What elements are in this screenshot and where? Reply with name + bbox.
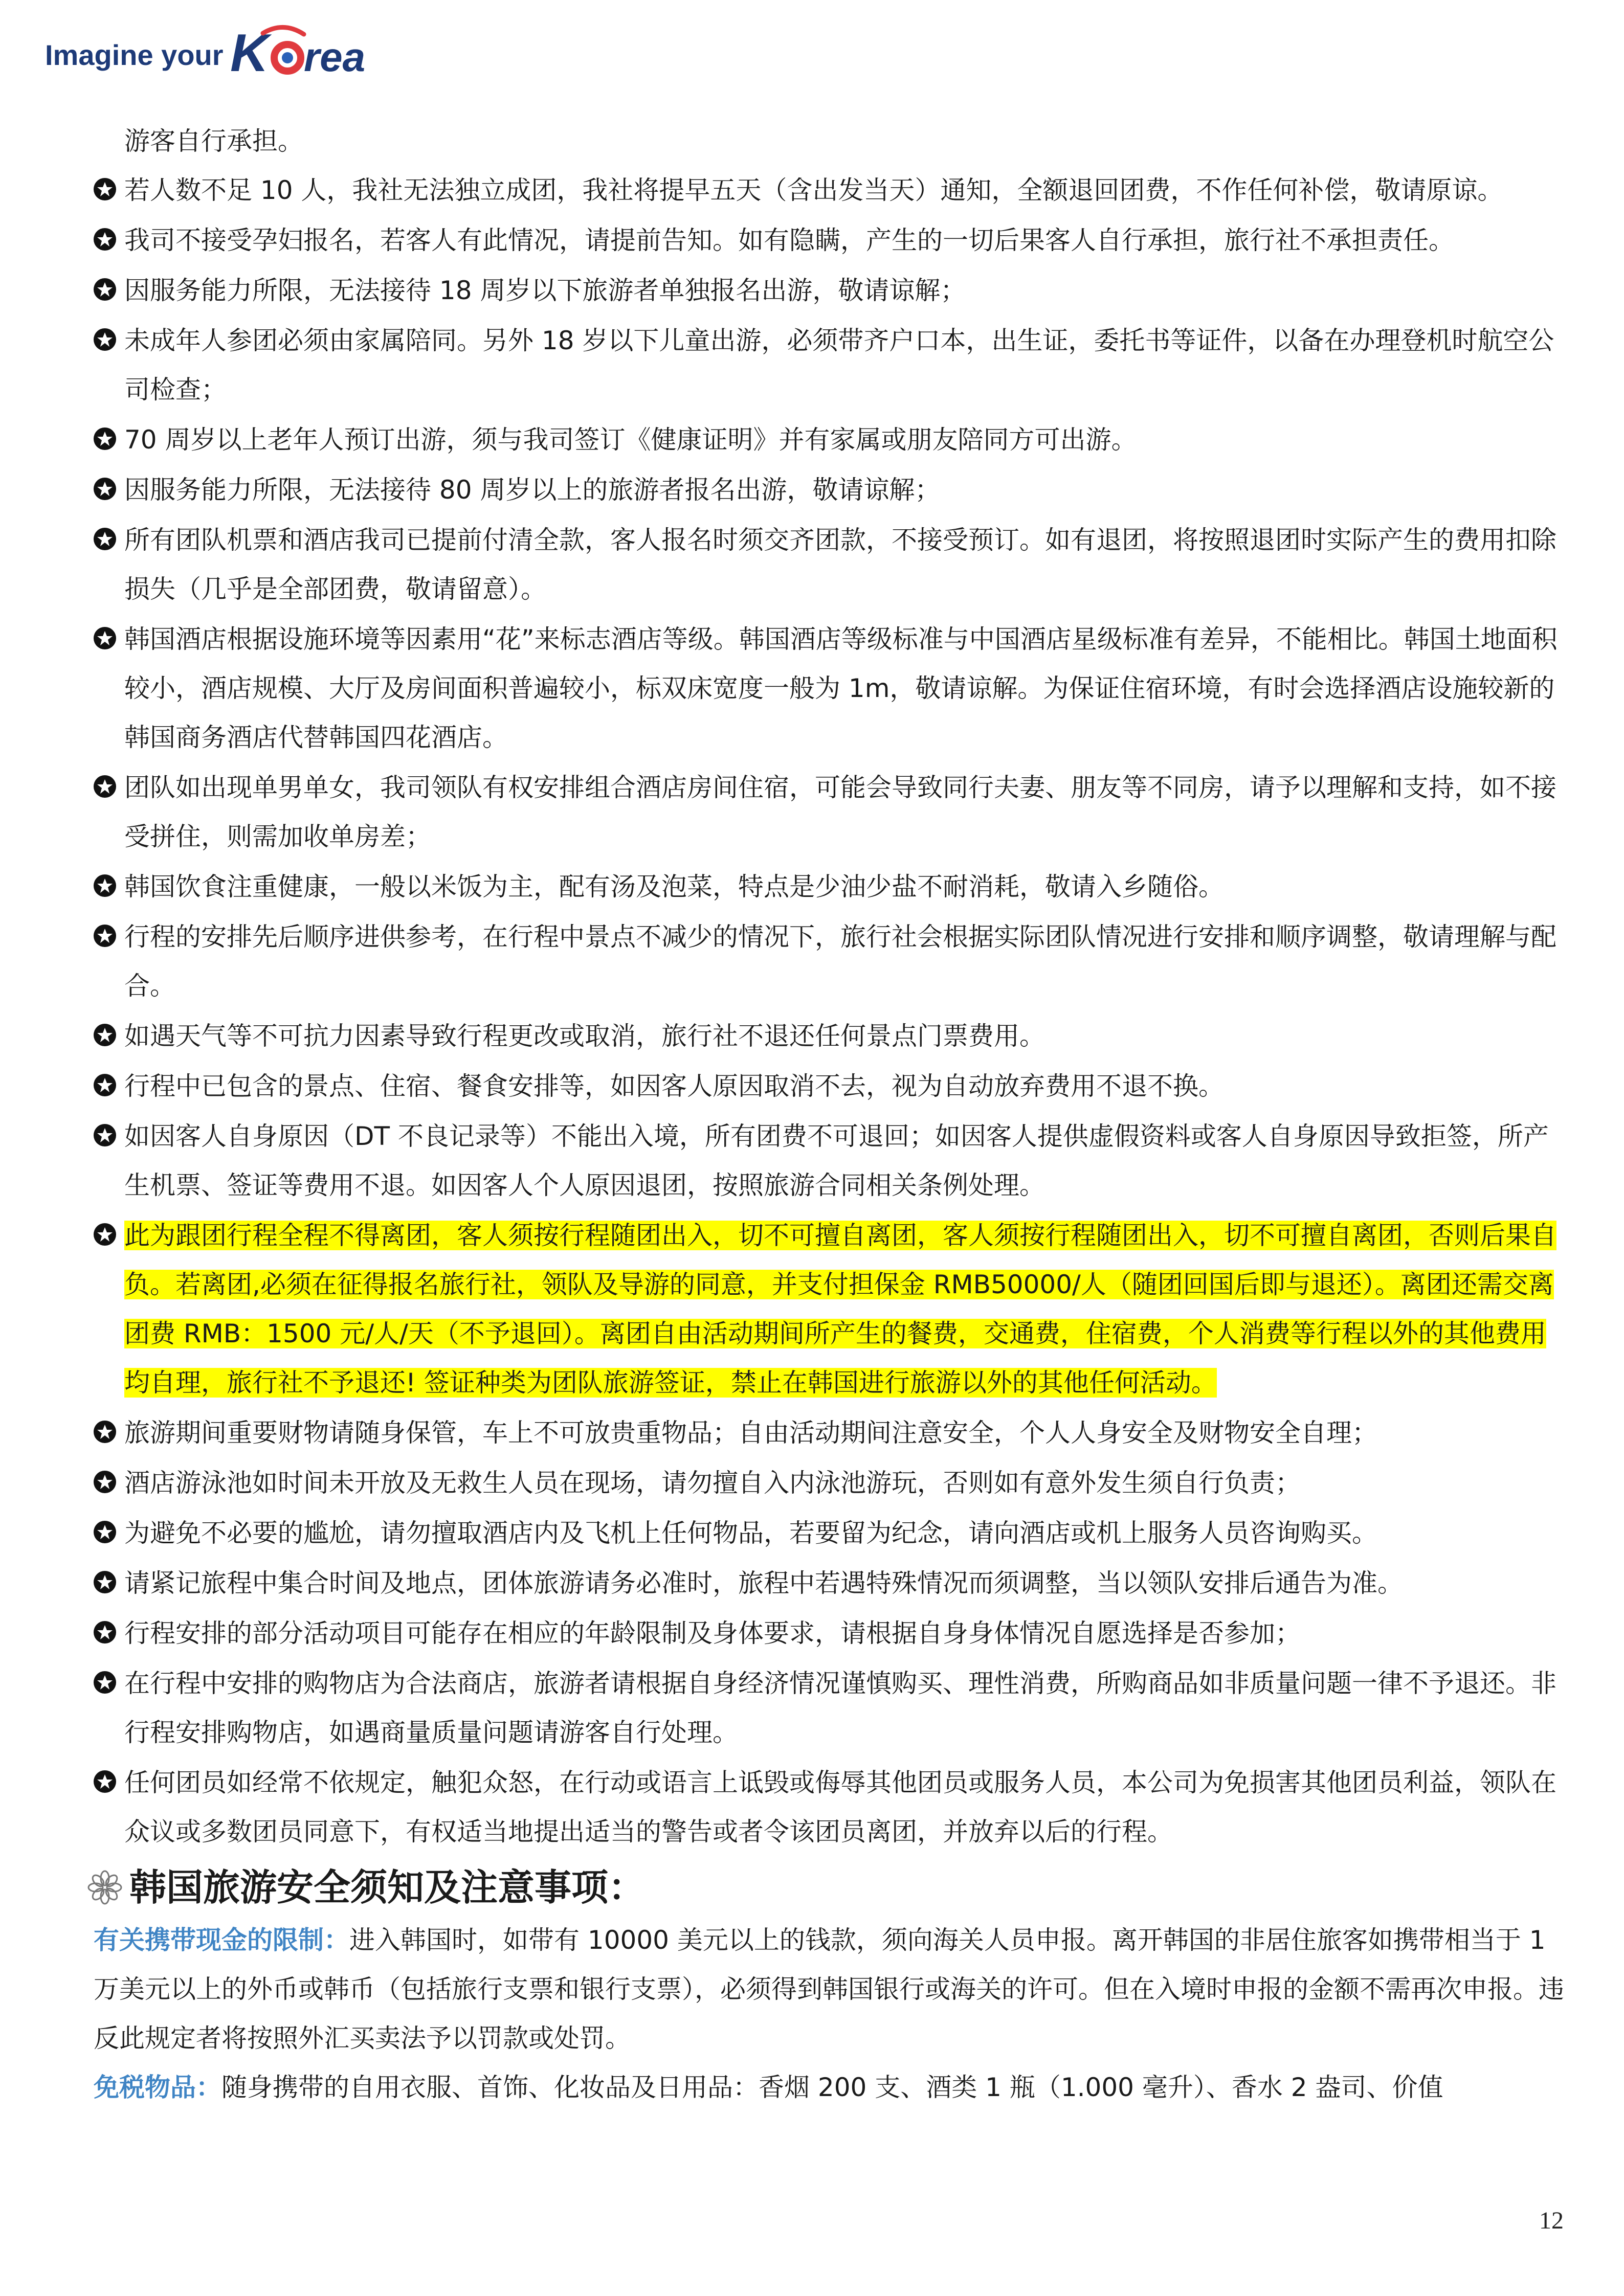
list-item (94, 912, 1567, 1010)
star-bullet-icon (94, 627, 116, 649)
imagine-your-korea-logo (45, 24, 403, 84)
list-item (94, 1758, 1567, 1856)
list-item-text: 酒店游泳池如时间未开放及无救生人员在现场，请勿擅自入内泳池游玩，否则如有意外发生须自行负责； (124, 1468, 1301, 1498)
list-item (94, 615, 1567, 762)
list-item (94, 465, 1567, 514)
star-bullet-icon (94, 427, 116, 450)
list-item (94, 1211, 1567, 1407)
list-item (94, 515, 1567, 614)
list-item-text: 因服务能力所限，无法接待 80 周岁以上的旅游者报名出游，敬请谅解； (124, 475, 941, 505)
star-bullet-icon (94, 925, 116, 947)
star-bullet-icon (94, 528, 116, 550)
list-item-text: 因服务能力所限，无法接待 18 周岁以下旅游者单独报名出游，敬请谅解； (124, 276, 966, 305)
list-item (94, 1408, 1567, 1457)
paragraph-text: 进入韩国时，如带有 10000 美元以上的钱款，须向海关人员申报。离开韩国的非居住旅客如携带相当于 1 万美元以上的外币或韩币（包括旅行支票和银行支票），必须得到韩国银行或海关的许可。但在入境时申报的金额不需再次申报。违反此规定者将按照外汇买卖法予以罚款或处罚。 (94, 1925, 1564, 2053)
star-bullet-icon (94, 874, 116, 897)
svg-text:rea: rea (304, 34, 366, 80)
star-bullet-icon (94, 1521, 116, 1543)
list-item-text: 如因客人自身原因（DT 不良记录等）不能出入境，所有团费不可退回；如因客人提供虚假资料或客人自身原因导致拒签，所产生机票、签证等费用不退。如因客人个人原因退团，按照旅游合同相关条例处理。 (124, 1121, 1549, 1200)
section-title-text: 韩国旅游安全须知及注意事项： (129, 1866, 646, 1909)
list-item-text: 所有团队机票和酒店我司已提前付清全款，客人报名时须交齐团款，不接受预订。如有退团，将按照退团时实际产生的费用扣除损失（几乎是全部团费，敬请留意）。 (124, 525, 1556, 604)
star-bullet-icon (94, 1671, 116, 1694)
logo-tagline: Imagine your (45, 39, 224, 71)
star-bullet-icon (94, 1471, 116, 1493)
star-bullet-icon (94, 1074, 116, 1096)
star-bullet-icon (94, 328, 116, 351)
list-item (94, 1559, 1567, 1608)
list-item-text: 旅游期间重要财物请随身保管，车上不可放贵重物品；自由活动期间注意安全，个人人身安全及财物安全自理； (124, 1418, 1377, 1448)
star-bullet-icon (94, 1024, 116, 1046)
list-item (94, 1011, 1567, 1061)
list-item (94, 1609, 1567, 1658)
paragraph-text: 随身携带的自用衣服、首饰、化妆品及日用品：香烟 200 支、酒类 1 瓶（1.000 毫升）、香水 2 盎司、价值 (221, 2073, 1443, 2102)
list-item-text: 行程安排的部分活动项目可能存在相应的年龄限制及身体要求，请根据自身身体情况自愿选择是否参加； (124, 1618, 1301, 1648)
star-bullet-icon (94, 1770, 116, 1793)
list-item (94, 1112, 1567, 1210)
list-item (94, 216, 1567, 265)
star-bullet-icon (94, 1621, 116, 1644)
main-content (94, 117, 1567, 2112)
list-item (94, 166, 1567, 215)
star-bullet-icon (94, 1223, 116, 1246)
continuation-text: 游客自行承担。 (124, 126, 303, 156)
list-item (94, 862, 1567, 911)
list-item (94, 266, 1567, 315)
list-item-text: 韩国饮食注重健康，一般以米饭为主，配有汤及泡菜，特点是少油少盐不耐消耗，敬请入乡随俗。 (124, 872, 1224, 902)
paragraph-duty-free (94, 2063, 1567, 2112)
star-bullet-icon (94, 1421, 116, 1443)
list-item-text: 请紧记旅程中集合时间及地点，团体旅游请务必准时，旅程中若遇特殊情况而须调整，当以领队安排后通告为准。 (124, 1568, 1403, 1598)
list-item-text: 行程的安排先后顺序进供参考，在行程中景点不减少的情况下，旅行社会根据实际团队情况进行安排和顺序调整，敬请理解与配合。 (124, 922, 1556, 1001)
star-bullet-icon (94, 1571, 116, 1593)
flower-icon (86, 1869, 123, 1906)
list-item-text: 团队如出现单男单女，我司领队有权安排组合酒店房间住宿，可能会导致同行夫妻、朋友等不同房，请予以理解和支持，如不接受拼住，则需加收单房差； (124, 773, 1556, 851)
star-bullet-icon (94, 228, 116, 251)
notice-list (94, 166, 1567, 1856)
paragraph-cash-limit (94, 1916, 1567, 2063)
list-item (94, 763, 1567, 861)
star-bullet-icon (94, 278, 116, 301)
list-item-text: 韩国酒店根据设施环境等因素用“花”来标志酒店等级。韩国酒店等级标准与中国酒店星级标准有差异，不能相比。韩国土地面积较小，酒店规模、大厅及房间面积普遍较小，标双床宽度一般为 1m，敬请谅解。为保证住宿环境，有时会选择酒店设施较新的韩国商务酒店代替韩国四花酒店。 (124, 624, 1558, 752)
list-item (94, 1062, 1567, 1111)
svg-text:K: K (230, 24, 269, 83)
section-title (94, 1859, 1567, 1916)
paragraph-label: 免税物品： (94, 2073, 221, 2102)
list-item (94, 1659, 1567, 1757)
list-item-text: 未成年人参团必须由家属陪同。另外 18 岁以下儿童出游，必须带齐户口本，出生证，委托书等证件，以备在办理登机时航空公司检查； (124, 326, 1554, 404)
list-item-text: 行程中已包含的景点、住宿、餐食安排等，如因客人原因取消不去，视为自动放弃费用不退不换。 (124, 1071, 1224, 1101)
star-bullet-icon (94, 478, 116, 500)
list-item-text: 此为跟团行程全程不得离团，客人须按行程随团出入，切不可擅自离团，客人须按行程随团出入，切不可擅自离团，否则后果自负。若离团,必须在征得报名旅行社，领队及导游的同意，并支付担保金 RMB50000/人（随团回国后即与退还）。离团还需交离团费 RMB：1500 元/人/天（不予退回）。离团自由活动期间所产生的餐费，交通费，住宿费，个人消费等行程以外的其他费用均自理，旅行社不予退还! 签证种类为团队旅游签证，禁止在韩国进行旅游以外的其他任何活动。 (124, 1221, 1556, 1398)
list-item-text: 在行程中安排的购物店为合法商店，旅游者请根据自身经济情况谨慎购买、理性消费，所购商品如非质量问题一律不予退还。非行程安排购物店，如遇商量质量问题请游客自行处理。 (124, 1669, 1556, 1747)
star-bullet-icon (94, 775, 116, 798)
list-item-text: 70 周岁以上老年人预订出游，须与我司签订《健康证明》并有家属或朋友陪同方可出游。 (124, 425, 1137, 455)
list-item-text: 任何团员如经常不依规定，触犯众怒，在行动或语言上诋毁或侮辱其他团员或服务人员，本公司为免损害其他团员利益，领队在众议或多数团员同意下，有权适当地提出适当的警告或者令该团员离团，并放弃以后的行程。 (124, 1768, 1556, 1847)
page-number: 12 (1539, 2207, 1564, 2234)
paragraph-label: 有关携带现金的限制： (94, 1925, 349, 1955)
list-item (94, 316, 1567, 414)
list-item (94, 1458, 1567, 1507)
list-item (94, 1509, 1567, 1558)
list-item-text: 为避免不必要的尴尬，请勿擅取酒店内及飞机上任何物品，若要留为纪念，请向酒店或机上服务人员咨询购买。 (124, 1518, 1377, 1548)
list-item-text: 若人数不足 10 人，我社无法独立成团，我社将提早五天（含出发当天）通知，全额退回团费，不作任何补偿，敬请原谅。 (124, 175, 1503, 205)
list-item (94, 415, 1567, 464)
star-bullet-icon (94, 178, 116, 200)
list-item-text: 如遇天气等不可抗力因素导致行程更改或取消，旅行社不退还任何景点门票费用。 (124, 1021, 1045, 1051)
list-item-text: 我司不接受孕妇报名，若客人有此情况，请提前告知。如有隐瞒，产生的一切后果客人自行承担，旅行社不承担责任。 (124, 226, 1454, 255)
star-bullet-icon (94, 1124, 116, 1146)
korea-logo-mark (227, 24, 432, 85)
